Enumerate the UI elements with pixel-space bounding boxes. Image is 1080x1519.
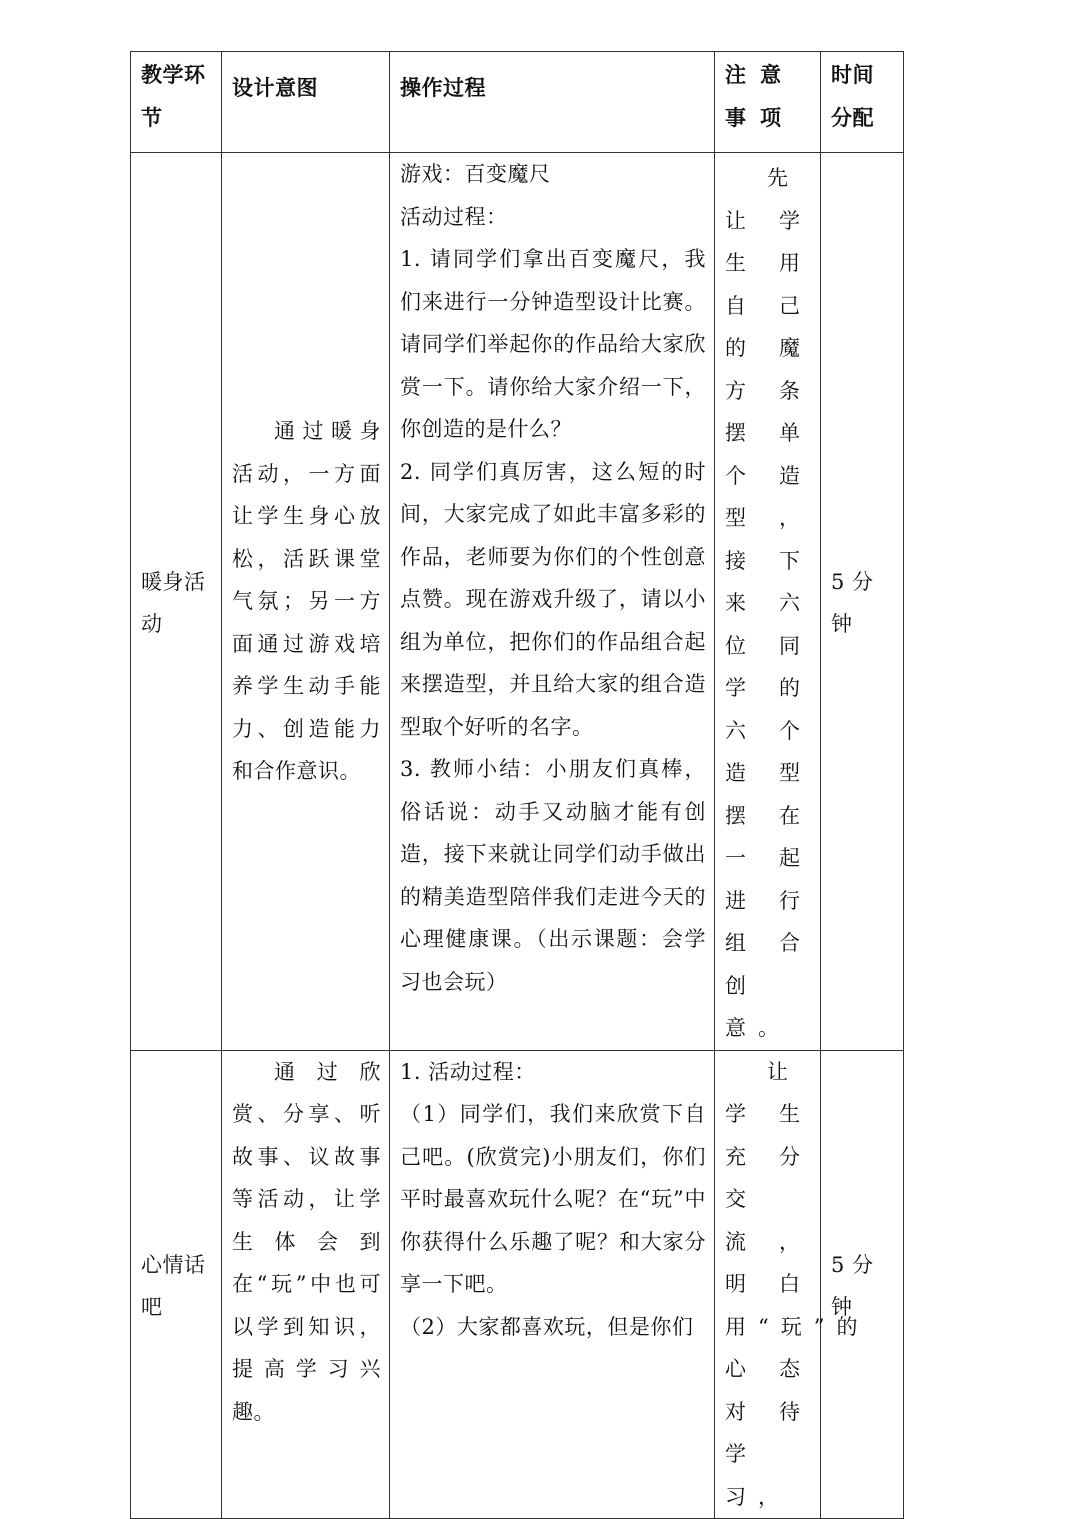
process-step: 2. 同学们真厉害，这么短的时间，大家完成了如此丰富多彩的作品，老师要为你们的个性创意点赞。现在游戏升级了，请以小组为单位，把你们的作品组合起来摆造型，并且给大家的组合造型取个好听的名字。 (400, 459, 706, 739)
table-row (131, 1050, 904, 1519)
notes-cell: 先让学生用自己的魔方条摆单个造型，接下来六位同学的六个造型摆在一起进行组合创意。 (715, 153, 821, 1051)
process-line: 游戏：百变魔尺 (400, 162, 551, 186)
table-row (131, 153, 904, 1051)
lesson-plan-table (130, 51, 904, 1519)
stage-cell: 心情话吧 (131, 1050, 222, 1519)
process-step: 3. 教师小结：小朋友们真棒，俗话说：动手又动脑才能有创造，接下来就让同学们动手做出的精美造型陪伴我们走进今天的心理健康课。（出示课题：会学习也会玩） (400, 757, 706, 994)
header-notes: 注意事项 (715, 52, 821, 153)
time-cell: 5 分钟 (821, 153, 904, 1051)
intent-cell: 通过暖身活动，一方面让学生身心放松，活跃课堂气氛；另一方面通过游戏培养学生动手能力、创造能力和合作意识。 (222, 153, 390, 1051)
header-time: 时间分配 (821, 52, 904, 153)
stage-cell: 暖身活动 (131, 153, 222, 1051)
process-step: 1. 请同学们拿出百变魔尺，我们来进行一分钟造型设计比赛。请同学们举起你的作品给大家欣赏一下。请你给大家介绍一下，你创造的是什么？ (400, 247, 706, 441)
header-intent: 设计意图 (222, 52, 390, 153)
header-process: 操作过程 (390, 52, 715, 153)
table-header-row (131, 52, 904, 153)
process-cell (390, 153, 715, 1051)
process-line: 1. 活动过程： (400, 1059, 536, 1084)
process-step: （2）大家都喜欢玩，但是你们 (400, 1314, 694, 1339)
notes-cell: 让学生充分交流，明白用“玩”的心态对待学习， (715, 1050, 821, 1519)
intent-cell: 通过欣赏、分享、听故事、议故事等活动，让学生体会到在“玩”中也可以学到知识，提高学习兴趣。 (222, 1050, 390, 1519)
header-stage: 教学环节 (131, 52, 222, 153)
time-cell: 5 分钟 (821, 1050, 904, 1519)
process-step: （1）同学们，我们来欣赏下自己吧。(欣赏完)小朋友们，你们平时最喜欢玩什么呢？在“玩”中你获得什么乐趣了呢？和大家分享一下吧。 (400, 1102, 706, 1296)
process-cell (390, 1050, 715, 1519)
process-line: 活动过程： (400, 204, 508, 229)
